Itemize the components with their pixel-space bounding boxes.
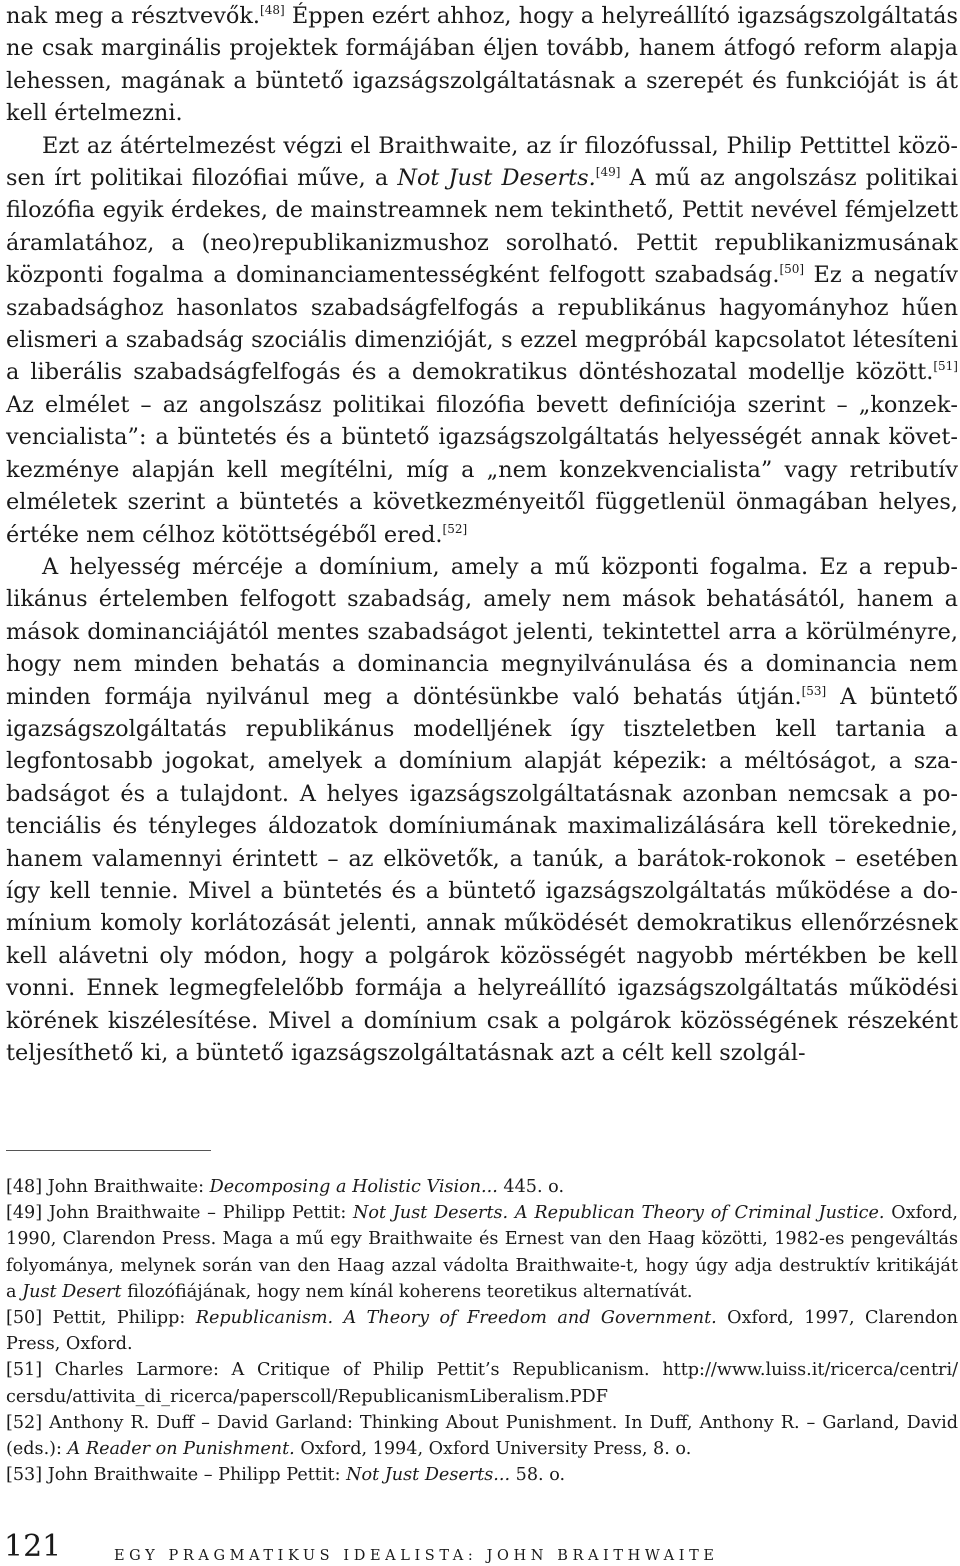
footnote-separator xyxy=(6,1150,211,1151)
page-number: 121 xyxy=(4,1529,62,1564)
italic-title: Republicanism. A Theory of Freedom and Government. xyxy=(195,1308,717,1329)
text-run: A büntető igazságszolgáltatás republikánus modelljének így tiszteletben kell tartania a legfontosabb jogokat, amelyek a domínium alapját képezik: a méltóságot, a szabadságot és a tulajdont. A helyes igazságszolgáltatásnak azonban nemcsak a potenciális és tényleges áldozatok domíniumának maximalizálására kell törekednie, hanem valamennyi érintett – az elkövetők, a tanúk, a barátok-rokonok – esetében így kell tennie. Mivel a büntetés és a büntető igazságszolgáltatás működése a domínium komoly korlátozását jelenti, annak működését demokratikus ellenőrzésnek kell alávetni oly módon, hogy a polgárok közösségét nagyobb mértékben be kell vonni. Ennek legmegfelelőbb formája a helyreállító igazságszolgáltatás működési körének kiszélesítése. Mivel a domínium csak a polgárok közösségének részeként teljesíthető ki, a büntető igazságszolgáltatásnak azt a célt kell szolgál- xyxy=(6,683,958,1066)
footnote xyxy=(6,1462,958,1488)
text-run: Oxford, 1997, Clarendon Press, Oxford. xyxy=(6,1308,958,1355)
text-run: [49] John Braithwaite – Philipp Pettit: xyxy=(6,1203,354,1224)
footnote-reference: [52] xyxy=(442,521,468,536)
paragraph xyxy=(6,130,958,551)
footnote xyxy=(6,1174,958,1200)
text-run: 445. o. xyxy=(497,1177,565,1197)
footnote xyxy=(6,1410,958,1462)
italic-title: Just Desert xyxy=(22,1281,122,1302)
text-run: Ez a negatív szabadsághoz hasonlatos szabadságfelfogás a republikánus hagyományhoz hűen elismeri a szabadság szociális dimenzióját, s ezzel megpróbál kapcsolatot létesíteni a liberális szabadságfelfogás és a demokratikus döntéshozatal modellje között. xyxy=(6,262,958,386)
text-run: filozófiájának, hogy nem kínál koherens teoretikus alternatívát. xyxy=(121,1281,693,1302)
footnote-reference: [48] xyxy=(260,3,285,17)
footnote xyxy=(6,1357,958,1409)
text-run: [51] Charles Larmore: A Critique of Philip Pettit’s Republicanism. http://www.luiss.it/ricerca/centri/ cersdu/attivita_di_ricerca/paperscoll/RepublicanismLiberalism.PDF xyxy=(6,1360,958,1407)
footnote-reference: [49] xyxy=(595,165,621,180)
italic-title: A Reader on Punishment. xyxy=(67,1439,295,1460)
text-run: [53] John Braithwaite – Philipp Pettit: xyxy=(6,1465,347,1486)
italic-title: Not Just Deserts. A Republican Theory of Criminal Justice. xyxy=(353,1203,885,1224)
text-run: Az elmélet – az angolszász politikai filozófia bevett definíciója szerint – „konzekvencialista”: a büntetés és a büntető igazságszolgáltatás helyességét annak következménye alapján kell megítélni, míg a „nem konzekvencialista” vagy retributív elméletek szerint a büntetés a következményeitől függetlenül önmagában helyes, értéke nem célhoz kötöttségéből ered. xyxy=(6,391,958,548)
main-text xyxy=(6,0,958,1069)
footnote xyxy=(6,1200,958,1305)
text-run: 58. o. xyxy=(510,1465,566,1486)
footnotes xyxy=(6,1174,958,1488)
text-run: [52] Anthony R. Duff – David Garland: Thinking About Punishment. In Duff, Anthony R. – Garland, David (eds.): xyxy=(6,1412,958,1460)
footnote-reference: [50] xyxy=(779,262,805,277)
text-run: Éppen ezért ahhoz, hogy a helyreállító igazságszolgáltatás ne csak marginális projektek formájában éljen tovább, hanem átfogó reform alapja lehessen, magának a büntető igazságszolgáltatásnak a szerepét és funkcióját is át kell értelmezni. xyxy=(6,3,958,127)
footnote xyxy=(6,1305,958,1357)
text-run: Oxford, 1994, Oxford University Press, 8. o. xyxy=(294,1439,692,1460)
footnote-reference: [51] xyxy=(933,359,958,374)
text-run: [50] Pettit, Philipp: xyxy=(6,1308,196,1329)
footnote-reference: [53] xyxy=(801,683,827,698)
text-run: A mű az angolszász politikai filozófia egyik érdekes, de mainstreamnek nem tekinthető, Pettit nevével fémjelzett áramlatához, a (neo)republikanizmushoz sorolható. Pettit republikanizmusának központi fogalma a dominanciamentességként felfogott szabadság. xyxy=(6,165,958,289)
italic-title: Not Just Deserts... xyxy=(346,1465,511,1486)
italic-title: Decomposing a Holistic Vision... xyxy=(209,1177,498,1197)
paragraph xyxy=(6,0,958,130)
text-run: nak meg a résztvevők. xyxy=(6,3,261,29)
text-run: A helyesség mércéje a domínium, amely a mű központi fogalma. Ez a republikánus értelemben felfogott szabadság, amely nem mások behatásától, hanem a mások dominanciájától mentes szabadságot jelenti, tekintettel arra a körülményre, hogy nem minden behatás a dominancia megnyilvánulása és a dominancia nem minden formája nyilvánul meg a döntésünkbe való behatás útján. xyxy=(6,553,958,710)
paragraph xyxy=(6,551,958,1070)
text-run: Oxford, 1990, Clarendon Press. Maga a mű egy Braithwaite és Ernest van den Haag közötti, 1982-es pengeváltás folyománya, melynek során van den Haag azzal vádolta Braithwaite-t, hogy úgy adja destruktív kritikáját a xyxy=(6,1203,958,1302)
running-title: EGY PRAGMATIKUS IDEALISTA: JOHN BRAITHWAITE xyxy=(114,1548,719,1564)
text-run: [48] John Braithwaite: xyxy=(6,1177,210,1197)
text-run: Ezt az átértelmezést végzi el Braithwaite, az ír filozófussal, Philip Pettittel közösen írt politikai filozófiai műve, a xyxy=(6,132,958,192)
italic-title: Not Just Deserts. xyxy=(397,165,596,192)
